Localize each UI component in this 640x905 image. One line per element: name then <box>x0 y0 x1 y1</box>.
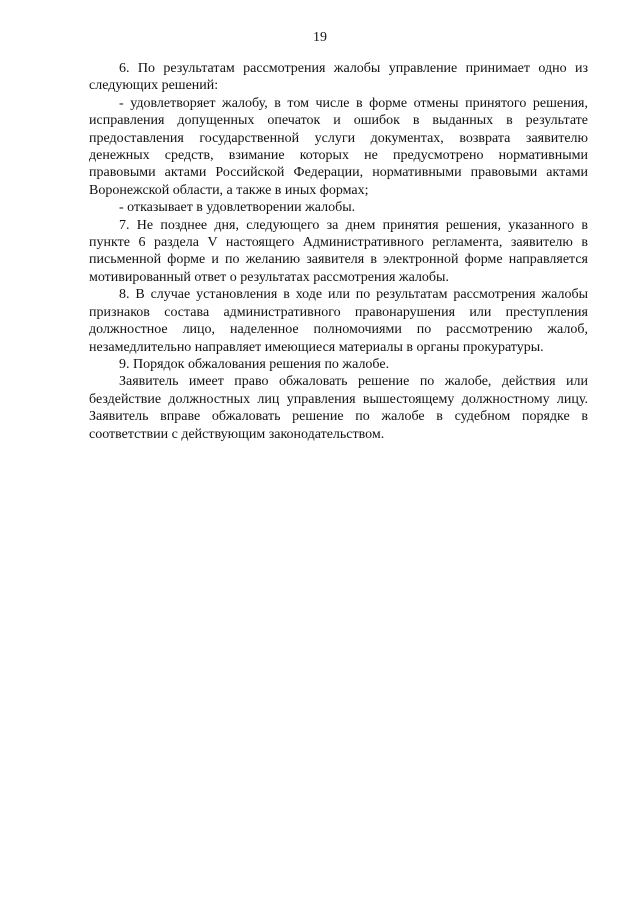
paragraph-6-intro: 6. По результатам рассмотрения жалобы управление принимает одно из следующих решений: <box>89 61 588 94</box>
paragraph-9-heading: 9. Порядок обжалования решения по жалобе. <box>119 356 390 372</box>
paragraph-6-option-satisfy: - удовлетворяет жалобу, в том числе в форме отмены принятого решения, исправления допущенных опечаток и ошибок в выданных в результате предоставления государственной услуги документах, возврата заявителю денежных средств, взимание которых не предусмотрено нормативными правовыми актами Российской Федерации, нормативными правовыми актами Воронежской области, а также в иных формах; <box>89 95 588 198</box>
page-number: 19 <box>313 30 327 45</box>
document-body <box>89 60 588 443</box>
paragraph-6-option-refuse: - отказывает в удовлетворении жалобы. <box>119 200 356 216</box>
paragraph-7: 7. Не позднее дня, следующего за днем принятия решения, указанного в пункте 6 раздела V настоящего Административного регламента, заявителю в письменной форме и по желанию заявителя в электронной форме направляется мотивированный ответ о результатах рассмотрения жалобы. <box>89 217 588 285</box>
paragraph-9-body: Заявитель имеет право обжаловать решение по жалобе, действия или бездействие должностных лиц управления вышестоящему должностному лицу. Заявитель вправе обжаловать решение по жалобе в судебном порядке в соответствии с действующим законодательством. <box>89 374 588 442</box>
paragraph-8: 8. В случае установления в ходе или по результатам рассмотрения жалобы признаков состава административного правонарушения или преступления должностное лицо, наделенное полномочиями по рассмотрению жалоб, незамедлительно направляет имеющиеся материалы в органы прокуратуры. <box>89 287 588 355</box>
